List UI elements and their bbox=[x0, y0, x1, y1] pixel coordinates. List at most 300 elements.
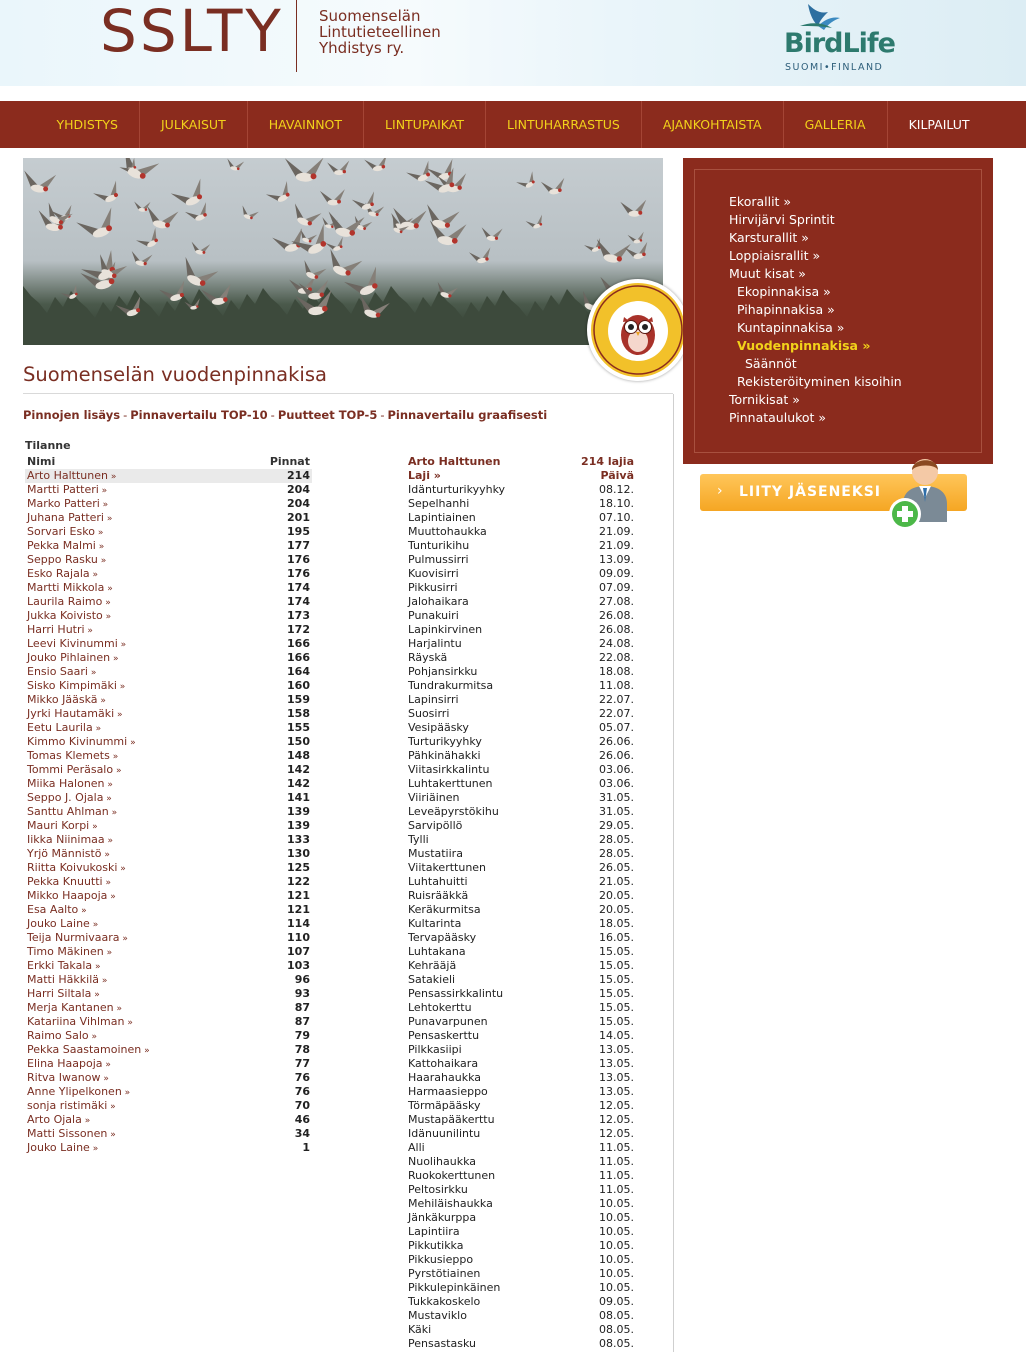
participant-link[interactable] bbox=[27, 595, 111, 610]
species-row bbox=[406, 623, 636, 637]
species-row bbox=[406, 1211, 636, 1225]
species-date: 20.05. bbox=[599, 903, 634, 916]
participant-name: Jouko Laine bbox=[27, 917, 90, 930]
participant-link[interactable] bbox=[27, 1029, 97, 1044]
table-row bbox=[25, 1085, 312, 1099]
chevron-double-right-icon: » bbox=[91, 990, 100, 1000]
participant-name: Kimmo Kivinummi bbox=[27, 735, 128, 748]
species-row bbox=[406, 553, 636, 567]
bird bbox=[525, 215, 545, 231]
participant-count: 79 bbox=[294, 1029, 310, 1042]
table-row bbox=[25, 609, 312, 623]
species-row bbox=[406, 959, 636, 973]
species-date: 08.12. bbox=[599, 483, 634, 496]
subnav-link[interactable]: Pinnavertailu graafisesti bbox=[387, 408, 548, 422]
species-name: Pulmussirri bbox=[408, 553, 469, 566]
participant-name: Eetu Laurila bbox=[27, 721, 93, 734]
participant-count: 139 bbox=[287, 819, 310, 832]
sidebar-item-vuodenpinnakisa[interactable]: Vuodenpinnakisa » bbox=[737, 338, 871, 353]
bird bbox=[624, 242, 650, 261]
participant-name: Harri Hutri bbox=[27, 623, 85, 636]
species-date: 15.05. bbox=[599, 1015, 634, 1028]
species-date: 28.05. bbox=[599, 833, 634, 846]
sidebar-item-loppiaisrallit[interactable]: Loppiaisrallit » bbox=[729, 248, 821, 263]
species-row bbox=[406, 833, 636, 847]
chevron-double-right-icon: » bbox=[92, 962, 101, 972]
bird bbox=[115, 158, 160, 185]
participant-link[interactable] bbox=[27, 1001, 122, 1016]
participant-count: 1 bbox=[302, 1141, 310, 1154]
participant-link[interactable] bbox=[27, 1127, 116, 1142]
column-header-species[interactable]: Laji » bbox=[408, 469, 441, 482]
species-name: Kuovisirri bbox=[408, 567, 459, 580]
sidebar-item-rekisteröityminen-kisoihin[interactable]: Rekisteröityminen kisoihin bbox=[737, 374, 902, 389]
banner-image bbox=[23, 158, 663, 345]
participant-link[interactable] bbox=[27, 749, 118, 764]
participant-link[interactable] bbox=[27, 553, 106, 568]
species-date: 03.06. bbox=[599, 763, 634, 776]
species-date: 31.05. bbox=[599, 805, 634, 818]
species-name: Törmäpääsky bbox=[408, 1099, 481, 1112]
participant-link[interactable] bbox=[27, 679, 125, 694]
org-name-line: Yhdistys ry. bbox=[319, 39, 405, 57]
participant-count: 155 bbox=[287, 721, 310, 734]
bird bbox=[135, 228, 162, 252]
species-row bbox=[406, 1225, 636, 1239]
species-row bbox=[406, 1141, 636, 1155]
subnav-link[interactable]: Puutteet TOP-5 bbox=[277, 408, 378, 422]
species-name: Käki bbox=[408, 1323, 432, 1336]
species-date: 21.05. bbox=[599, 875, 634, 888]
table-row bbox=[25, 903, 312, 917]
participant-count: 148 bbox=[287, 749, 310, 762]
participant-count: 87 bbox=[294, 1001, 310, 1014]
participant-link[interactable] bbox=[27, 581, 113, 596]
species-name: Kattohaikara bbox=[408, 1057, 479, 1070]
participant-link[interactable] bbox=[27, 973, 107, 988]
nav-item-ajankohtaista[interactable]: AJANKOHTAISTA bbox=[642, 101, 784, 148]
participant-link[interactable] bbox=[27, 777, 113, 792]
participant-link[interactable] bbox=[27, 1085, 130, 1100]
species-date: 21.09. bbox=[599, 539, 634, 552]
participant-link[interactable] bbox=[27, 1071, 109, 1086]
participant-link[interactable] bbox=[27, 833, 113, 848]
participant-link[interactable] bbox=[27, 539, 104, 554]
species-date: 26.05. bbox=[599, 861, 634, 874]
participant-link[interactable] bbox=[27, 511, 112, 526]
species-row bbox=[406, 1127, 636, 1141]
participant-count: 130 bbox=[287, 847, 310, 860]
species-row bbox=[406, 931, 636, 945]
bird bbox=[627, 232, 645, 245]
species-date: 10.05. bbox=[599, 1197, 634, 1210]
sidebar-item-ekopinnakisa[interactable]: Ekopinnakisa » bbox=[737, 284, 831, 299]
participant-link[interactable] bbox=[27, 651, 119, 666]
species-date: 26.08. bbox=[599, 623, 634, 636]
table-row bbox=[25, 777, 312, 791]
table-row bbox=[25, 889, 312, 903]
species-date: 09.05. bbox=[599, 1295, 634, 1308]
standings-header bbox=[25, 455, 312, 469]
participant-name: Teija Nurmivaara bbox=[27, 931, 120, 944]
species-name: Lapintiainen bbox=[408, 511, 476, 524]
species-row bbox=[406, 483, 636, 497]
species-row bbox=[406, 1295, 636, 1309]
chevron-double-right-icon: » bbox=[94, 528, 104, 538]
chevron-double-right-icon: » bbox=[104, 836, 114, 846]
participant-link[interactable] bbox=[27, 735, 136, 750]
species-person: Arto Halttunen bbox=[408, 455, 501, 468]
bird bbox=[170, 179, 209, 211]
species-name: Tylli bbox=[408, 833, 429, 846]
participant-link[interactable] bbox=[27, 903, 87, 918]
sidebar-item-hirvijärvi-sprintit[interactable]: Hirvijärvi Sprintit bbox=[729, 212, 835, 227]
participant-name: Esko Rajala bbox=[27, 567, 90, 580]
participant-link[interactable] bbox=[27, 1099, 116, 1114]
nav-item-lintupaikat[interactable]: LINTUPAIKAT bbox=[364, 101, 486, 148]
table-row bbox=[25, 623, 312, 637]
species-name: Pensassirkkalintu bbox=[408, 987, 504, 1000]
participant-link[interactable] bbox=[27, 847, 110, 862]
table-row bbox=[25, 651, 312, 665]
chevron-double-right-icon: » bbox=[107, 1130, 116, 1140]
chevron-right-icon: › bbox=[717, 483, 723, 499]
species-name: Pensastasku bbox=[408, 1337, 476, 1350]
species-row bbox=[406, 945, 636, 959]
nav-item-galleria[interactable]: GALLERIA bbox=[784, 101, 888, 148]
birdlife-logo[interactable] bbox=[780, 0, 895, 76]
chevron-double-right-icon: » bbox=[88, 1032, 98, 1042]
participant-link[interactable] bbox=[27, 525, 103, 540]
participant-name: Anne Ylipelkonen bbox=[27, 1085, 122, 1098]
participant-link[interactable] bbox=[27, 805, 117, 820]
participant-count: 166 bbox=[287, 651, 310, 664]
bird bbox=[23, 168, 56, 195]
table-row bbox=[25, 707, 312, 721]
species-name: Muuttohaukka bbox=[408, 525, 487, 538]
subnav-link[interactable]: Pinnavertailu TOP-10 bbox=[130, 408, 268, 422]
species-row bbox=[406, 567, 636, 581]
participant-count: 159 bbox=[287, 693, 310, 706]
sidebar-item-karsturallit[interactable]: Karsturallit » bbox=[729, 230, 809, 245]
participant-link[interactable] bbox=[27, 763, 121, 778]
nav-item-havainnot[interactable]: HAVAINNOT bbox=[248, 101, 364, 148]
species-row bbox=[406, 637, 636, 651]
participant-count: 201 bbox=[287, 511, 310, 524]
participant-link[interactable] bbox=[27, 987, 100, 1002]
participant-link[interactable] bbox=[27, 623, 93, 638]
species-name: Pikkusirri bbox=[408, 581, 458, 594]
owl-badge-icon bbox=[587, 279, 689, 381]
participant-count: 204 bbox=[287, 497, 310, 510]
column-header-name: Nimi bbox=[27, 455, 56, 468]
species-name: Pikkutikka bbox=[408, 1239, 464, 1252]
chevron-double-right-icon: » bbox=[117, 864, 126, 874]
participant-name: Pekka Saastamoinen bbox=[27, 1043, 142, 1056]
participant-count: 158 bbox=[287, 707, 310, 720]
participant-count: 141 bbox=[287, 791, 310, 804]
participant-link[interactable] bbox=[27, 567, 98, 582]
chevron-double-right-icon: » bbox=[127, 738, 136, 748]
species-date: 11.08. bbox=[599, 679, 634, 692]
species-name: Lehtokerttu bbox=[408, 1001, 472, 1014]
participant-link[interactable] bbox=[27, 497, 108, 512]
species-date: 11.05. bbox=[599, 1183, 634, 1196]
participant-name: Santtu Ahlman bbox=[27, 805, 109, 818]
participant-link[interactable] bbox=[27, 1113, 90, 1128]
species-date: 18.10. bbox=[599, 497, 634, 510]
participant-name: Merja Kantanen bbox=[27, 1001, 114, 1014]
bird bbox=[129, 249, 153, 268]
participant-count: 107 bbox=[287, 945, 310, 958]
species-date: 22.07. bbox=[599, 707, 634, 720]
participant-name: Seppo J. Ojala bbox=[27, 791, 104, 804]
table-row bbox=[25, 553, 312, 567]
logo-divider bbox=[296, 0, 297, 72]
species-name: Harjalintu bbox=[408, 637, 462, 650]
participant-link[interactable] bbox=[27, 707, 123, 722]
participant-count: 77 bbox=[294, 1057, 310, 1070]
species-date: 15.05. bbox=[599, 1001, 634, 1014]
chevron-double-right-icon: » bbox=[107, 892, 116, 902]
table-row bbox=[25, 483, 312, 497]
species-row bbox=[406, 1085, 636, 1099]
chevron-double-right-icon: » bbox=[107, 472, 117, 482]
chevron-double-right-icon: » bbox=[103, 794, 112, 804]
species-name: Mehiläishaukka bbox=[408, 1197, 493, 1210]
species-name: Ruisrääkkä bbox=[408, 889, 469, 902]
species-row bbox=[406, 1323, 636, 1337]
species-date: 12.05. bbox=[599, 1113, 634, 1126]
species-date: 14.05. bbox=[599, 1029, 634, 1042]
species-row bbox=[406, 1197, 636, 1211]
bird bbox=[324, 209, 365, 240]
species-date: 15.05. bbox=[599, 945, 634, 958]
species-row bbox=[406, 1071, 636, 1085]
participant-name: Martti Patteri bbox=[27, 483, 99, 496]
site-logo[interactable]: SSLTY bbox=[100, 0, 284, 65]
species-name: Pohjansirkku bbox=[408, 665, 478, 678]
table-row bbox=[25, 931, 312, 945]
participant-name: Pekka Malmi bbox=[27, 539, 96, 552]
participant-name: Erkki Takala bbox=[27, 959, 93, 972]
participant-link[interactable] bbox=[27, 609, 111, 624]
person-add-icon bbox=[885, 452, 951, 532]
species-name: Kultarinta bbox=[408, 917, 462, 930]
participant-name: Mikko Jääskä bbox=[27, 693, 98, 706]
participant-link[interactable] bbox=[27, 959, 101, 974]
species-name: Turturikyyhky bbox=[408, 735, 482, 748]
participant-count: 214 bbox=[287, 469, 310, 482]
species-date: 20.05. bbox=[599, 889, 634, 902]
bird bbox=[593, 237, 631, 266]
participant-name: Katariina Vihlman bbox=[27, 1015, 125, 1028]
species-date: 08.05. bbox=[599, 1337, 634, 1350]
species-row bbox=[406, 511, 636, 525]
chevron-double-right-icon: » bbox=[89, 920, 99, 930]
participant-link[interactable] bbox=[27, 791, 112, 806]
bird bbox=[225, 158, 244, 172]
species-row bbox=[406, 791, 636, 805]
species-row bbox=[406, 1281, 636, 1295]
chevron-double-right-icon: » bbox=[141, 1046, 150, 1056]
participant-link[interactable] bbox=[27, 1141, 98, 1156]
species-date: 26.06. bbox=[599, 735, 634, 748]
species-date: 13.05. bbox=[599, 1071, 634, 1084]
participant-link[interactable] bbox=[27, 721, 101, 736]
participant-count: 110 bbox=[287, 931, 310, 944]
chevron-double-right-icon: » bbox=[119, 934, 128, 944]
species-name: Pikkulepinkäinen bbox=[408, 1281, 501, 1294]
participant-link[interactable] bbox=[27, 889, 116, 904]
participant-link[interactable] bbox=[27, 469, 116, 484]
participant-name: Jukka Koivisto bbox=[27, 609, 103, 622]
species-date: 22.08. bbox=[599, 651, 634, 664]
participant-link[interactable] bbox=[27, 665, 96, 680]
participant-name: Arto Halttunen bbox=[27, 469, 108, 482]
participant-link[interactable] bbox=[27, 1057, 111, 1072]
participant-link[interactable] bbox=[27, 1043, 150, 1058]
species-date: 03.06. bbox=[599, 777, 634, 790]
participant-link[interactable] bbox=[27, 931, 128, 946]
species-name: Alli bbox=[408, 1141, 425, 1154]
sidebar-item-säännöt[interactable]: Säännöt bbox=[745, 356, 797, 371]
sidebar-item-pihapinnakisa[interactable]: Pihapinnakisa » bbox=[737, 302, 835, 317]
table-row bbox=[25, 791, 312, 805]
participant-name: Miika Halonen bbox=[27, 777, 105, 790]
column-header-count: Pinnat bbox=[269, 455, 310, 468]
chevron-double-right-icon: » bbox=[108, 808, 118, 818]
participant-link[interactable] bbox=[27, 483, 107, 498]
chevron-double-right-icon: » bbox=[102, 1060, 111, 1070]
species-date: 31.05. bbox=[599, 791, 634, 804]
species-name: Luhtakana bbox=[408, 945, 466, 958]
sidebar-menu bbox=[729, 193, 902, 427]
nav-item-kilpailut[interactable]: KILPAILUT bbox=[908, 117, 970, 132]
participant-name: Harri Siltala bbox=[27, 987, 92, 1000]
species-row bbox=[406, 497, 636, 511]
sidebar-item-kuntapinnakisa[interactable]: Kuntapinnakisa » bbox=[737, 320, 845, 335]
participant-link[interactable] bbox=[27, 637, 126, 652]
species-person-header bbox=[406, 455, 636, 469]
species-date: 12.05. bbox=[599, 1099, 634, 1112]
table-row bbox=[25, 511, 312, 525]
nav-item-yhdistys[interactable]: YHDISTYS bbox=[35, 101, 140, 148]
species-name: Lapintiira bbox=[408, 1225, 460, 1238]
chevron-double-right-icon: » bbox=[95, 542, 105, 552]
bird bbox=[515, 171, 538, 192]
table-row bbox=[25, 1029, 312, 1043]
bird bbox=[322, 246, 362, 280]
participant-count: 160 bbox=[287, 679, 310, 692]
species-date: 12.05. bbox=[599, 1127, 634, 1140]
species-name: Mustatiira bbox=[408, 847, 463, 860]
sidebar-item-tornikisat[interactable]: Tornikisat » bbox=[729, 392, 800, 407]
participant-name: Mauri Korpi bbox=[27, 819, 90, 832]
bird bbox=[238, 204, 259, 222]
participant-link[interactable] bbox=[27, 1015, 133, 1030]
participant-count: 164 bbox=[287, 665, 310, 678]
species-date: 13.05. bbox=[599, 1085, 634, 1098]
chevron-double-right-icon: » bbox=[104, 780, 113, 790]
participant-link[interactable] bbox=[27, 819, 98, 834]
species-row bbox=[406, 1155, 636, 1169]
participant-name: Yrjö Männistö bbox=[27, 847, 102, 860]
species-row bbox=[406, 1043, 636, 1057]
species-name: Viitakerttunen bbox=[408, 861, 487, 874]
participant-count: 174 bbox=[287, 581, 310, 594]
species-row bbox=[406, 875, 636, 889]
species-name: Pähkinähakki bbox=[408, 749, 481, 762]
species-name: Luhtahuitti bbox=[408, 875, 468, 888]
table-row bbox=[25, 819, 312, 833]
species-row bbox=[406, 721, 636, 735]
sidebar-item-ekorallit[interactable]: Ekorallit » bbox=[729, 194, 792, 209]
participant-count: 142 bbox=[287, 763, 310, 776]
participant-link[interactable] bbox=[27, 693, 106, 708]
nav-item-lintuharrastus[interactable]: LINTUHARRASTUS bbox=[486, 101, 642, 148]
species-row bbox=[406, 1113, 636, 1127]
participant-count: 121 bbox=[287, 889, 310, 902]
participant-name: Sisko Kimpimäki bbox=[27, 679, 117, 692]
species-row bbox=[406, 889, 636, 903]
nav-item-julkaisut[interactable]: JULKAISUT bbox=[140, 101, 248, 148]
participant-count: 125 bbox=[287, 861, 310, 874]
subnav-link[interactable]: Pinnojen lisäys bbox=[23, 408, 121, 422]
species-row bbox=[406, 973, 636, 987]
participant-link[interactable] bbox=[27, 875, 111, 890]
flock-of-birds-illustration bbox=[23, 158, 663, 345]
chevron-double-right-icon: » bbox=[113, 1004, 122, 1014]
species-name: Sepelhanhi bbox=[408, 497, 470, 510]
species-date: 09.09. bbox=[599, 567, 634, 580]
table-row bbox=[25, 721, 312, 735]
table-row bbox=[25, 539, 312, 553]
sidebar-item-pinnataulukot[interactable]: Pinnataulukot » bbox=[729, 410, 827, 425]
participant-count: 150 bbox=[287, 735, 310, 748]
species-name: Kehrääjä bbox=[408, 959, 457, 972]
join-member-label: LIITY JÄSENEKSI bbox=[739, 484, 882, 500]
species-name: Luhtakerttunen bbox=[408, 777, 493, 790]
participant-link[interactable] bbox=[27, 945, 112, 960]
species-date: 26.06. bbox=[599, 749, 634, 762]
chevron-double-right-icon: » bbox=[98, 486, 108, 496]
species-date: 10.05. bbox=[599, 1225, 634, 1238]
species-date: 13.05. bbox=[599, 1057, 634, 1070]
species-row bbox=[406, 1099, 636, 1113]
table-row bbox=[25, 525, 312, 539]
chevron-double-right-icon: » bbox=[102, 598, 111, 608]
species-date: 11.05. bbox=[599, 1155, 634, 1168]
chevron-double-right-icon: » bbox=[124, 1018, 133, 1028]
participant-count: 122 bbox=[287, 875, 310, 888]
sidebar-menu-box bbox=[683, 158, 993, 464]
bird bbox=[133, 200, 150, 212]
column-header-date: Päivä bbox=[600, 469, 634, 482]
participant-link[interactable] bbox=[27, 917, 98, 932]
participant-count: 103 bbox=[287, 959, 310, 972]
chevron-double-right-icon: » bbox=[92, 724, 102, 734]
species-row bbox=[406, 525, 636, 539]
participant-name: Iikka Niinimaa bbox=[27, 833, 105, 846]
participant-link[interactable] bbox=[27, 861, 126, 876]
species-row bbox=[406, 693, 636, 707]
table-row bbox=[25, 1113, 312, 1127]
sidebar-item-muut-kisat[interactable]: Muut kisat » bbox=[729, 266, 806, 281]
species-name: Tervapääsky bbox=[408, 931, 477, 944]
species-date: 15.05. bbox=[599, 973, 634, 986]
species-name: Lapinsirri bbox=[408, 693, 459, 706]
